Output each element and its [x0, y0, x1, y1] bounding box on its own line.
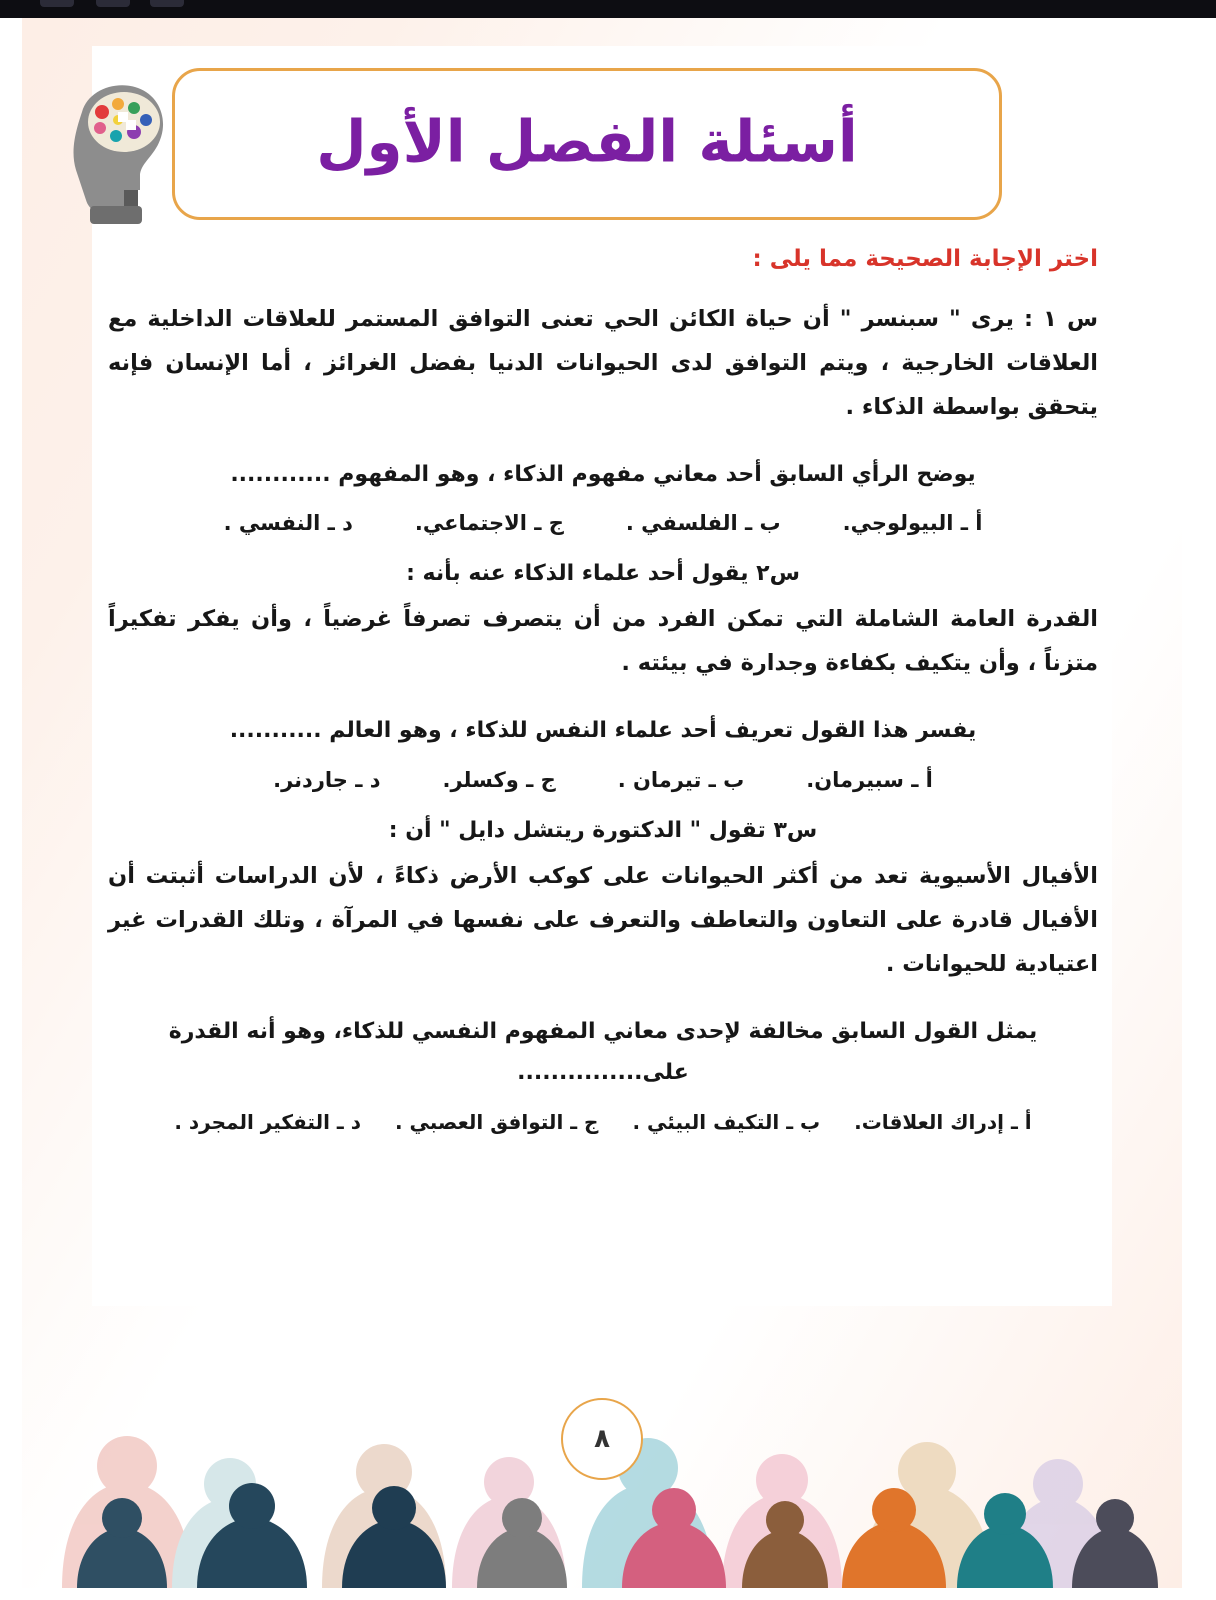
- page-title: أسئلة الفصل الأول: [316, 107, 858, 176]
- brain-head-icon: [62, 72, 182, 232]
- option-q1-d[interactable]: د ـ النفسي .: [223, 511, 353, 536]
- option-q3-d[interactable]: د ـ التفكير المجرد .: [174, 1110, 361, 1135]
- question-block-2: [108, 561, 1098, 792]
- question-2-label: س٢ يقول أحد علماء الذكاء عنه بأنه :: [406, 561, 800, 587]
- option-q2-b[interactable]: ب ـ تيرمان .: [617, 767, 745, 792]
- question-1-passage: س ١ : يرى " سبنسر " أن حياة الكائن الحي تعنى التوافق المستمر للعلاقات الداخلية مع العلاقات الخارجية ، ويتم التوافق لدى الحيوانات الدنيا بفضل الغرائز ، أما الإنسان فإنه يتحقق بواسطة الذكاء .: [108, 306, 1098, 420]
- question-block-1: [108, 298, 1098, 535]
- option-q3-a[interactable]: أ ـ إدراك العلاقات.: [854, 1110, 1032, 1135]
- page-header: [22, 58, 1182, 238]
- question-2-passage: القدرة العامة الشاملة التي تمكن الفرد من أن يتصرف تصرفاً غرضياً ، وأن يفكر تفكيراً متزناً ، وأن يتكيف بكفاءة وجدارة في بيئته .: [108, 606, 1098, 677]
- question-2-stem: يفسر هذا القول تعريف أحد علماء النفس للذكاء ، وهو العالم ...........: [229, 718, 977, 744]
- question-3-label: س٣ تقول " الدكتورة ريتشل دايل " أن :: [388, 817, 818, 843]
- status-notch-2: [96, 0, 130, 7]
- paper-sheet: [22, 18, 1182, 1588]
- bottom-spacer: [0, 1588, 1216, 1600]
- question-1-options: [108, 511, 1098, 535]
- question-2-options: [108, 768, 1098, 792]
- option-q2-d[interactable]: د ـ جاردنر.: [273, 767, 381, 792]
- device-status-bar: [0, 0, 1216, 18]
- option-q2-c[interactable]: ج ـ وكسلر.: [442, 767, 556, 792]
- status-notch-1: [40, 0, 74, 7]
- question-content: [108, 246, 1098, 1144]
- option-q3-c[interactable]: ج ـ التوافق العصبي .: [394, 1110, 599, 1135]
- question-3-stem: يمثل القول السابق مخالفة لإحدى معاني المفهوم النفسي للذكاء، وهو أنه القدرة على...............: [168, 1018, 1038, 1086]
- question-3-options: [108, 1110, 1098, 1134]
- question-block-3: [108, 818, 1098, 1134]
- instruction-line: اختر الإجابة الصحيحة مما يلى :: [752, 246, 1098, 272]
- question-1-stem: يوضح الرأي السابق أحد معاني مفهوم الذكاء ، وهو المفهوم ............: [230, 461, 976, 487]
- status-notch-3: [150, 0, 184, 7]
- option-q2-a[interactable]: أ ـ سبيرمان.: [806, 767, 933, 792]
- title-frame: [172, 68, 1002, 220]
- page-number-badge: ٨: [561, 1398, 643, 1480]
- question-3-passage: الأفيال الأسيوية تعد من أكثر الحيوانات على كوكب الأرض ذكاءً ، لأن الدراسات أثبتت أن الأفيال قادرة على التعاون والتعاطف والتعرف على نفسها في المرآة ، وتلك القدرات غير اعتيادية للحيوانات .: [108, 862, 1098, 977]
- option-q1-a[interactable]: أ ـ البيولوجي.: [842, 511, 983, 536]
- option-q1-b[interactable]: ب ـ الفلسفي .: [625, 511, 781, 536]
- option-q3-b[interactable]: ب ـ التكيف البيئي .: [632, 1110, 821, 1135]
- option-q1-c[interactable]: ج ـ الاجتماعي.: [414, 511, 564, 536]
